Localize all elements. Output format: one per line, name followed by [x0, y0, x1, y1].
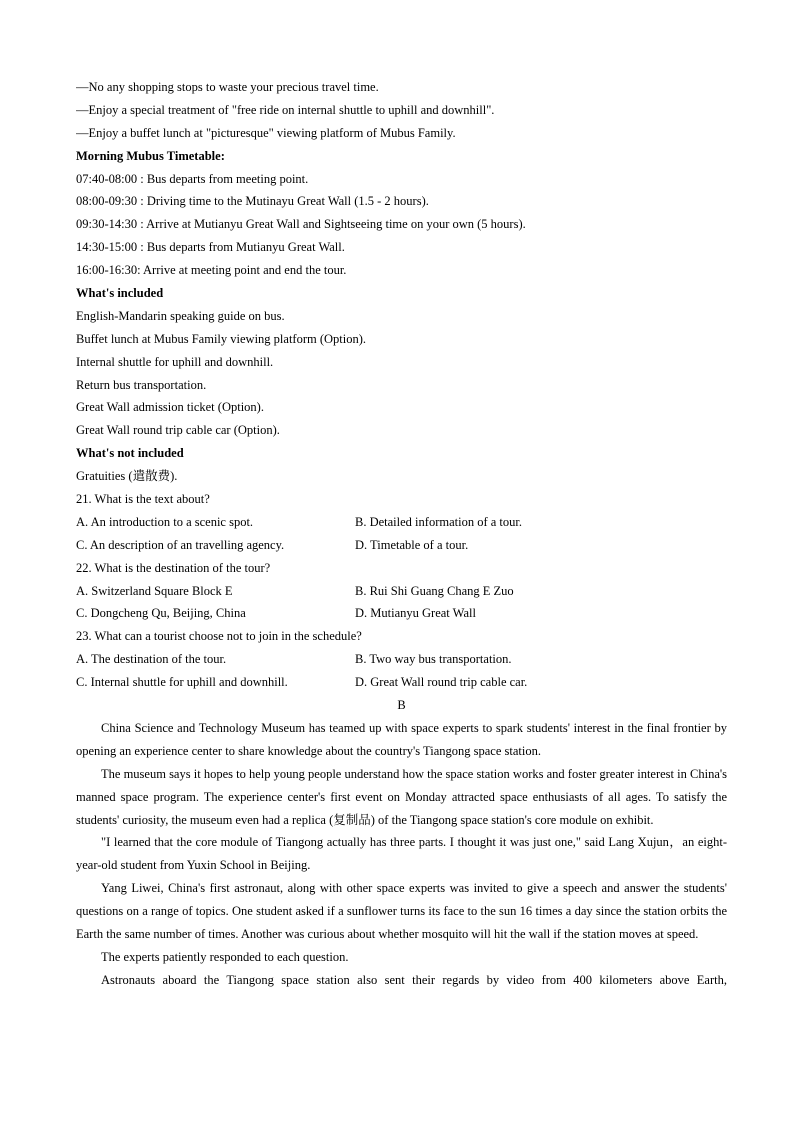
question-stem: 22. What is the destination of the tour? [76, 560, 271, 575]
included-heading: What's included [76, 286, 164, 301]
included-item: Great Wall round trip cable car (Option). [76, 423, 280, 438]
intro-line: —Enjoy a special treatment of "free ride on internal shuttle to uphill and downhill". [76, 102, 495, 117]
option-row [76, 534, 727, 557]
document-page [76, 76, 727, 992]
timetable-row: 09:30-14:30 : Arrive at Mutianyu Great Wall and Sightseeing time on your own (5 hours). [76, 217, 526, 232]
question-stem: 21. What is the text about? [76, 492, 210, 507]
option-d: D. Mutianyu Great Wall [355, 606, 476, 621]
option-a: A. An introduction to a scenic spot. [76, 514, 254, 529]
option-b: B. Detailed information of a tour. [355, 514, 522, 529]
included-item: Great Wall admission ticket (Option). [76, 400, 264, 415]
option-row [76, 671, 727, 694]
timetable-row: 08:00-09:30 : Driving time to the Mutinayu Great Wall (1.5 - 2 hours). [76, 194, 429, 209]
included-item: Buffet lunch at Mubus Family viewing platform (Option). [76, 331, 367, 346]
passage-paragraph: China Science and Technology Museum has teamed up with space experts to spark students' interest in the final frontier by opening an experience center to share knowledge about the country's Tiangong space station. [76, 720, 727, 758]
passage-paragraph: Astronauts aboard the Tiangong space station also sent their regards by video from 400 kilometers above Earth, [101, 972, 727, 987]
option-d: D. Great Wall round trip cable car. [355, 675, 528, 690]
passage-paragraph: Yang Liwei, China's first astronaut, along with other space experts was invited to give a speech and answer the students' questions on a range of topics. One student asked if a sunflower turns its face to the sun 16 times a day since the station orbits the Earth the same number of times. Another was curious about whether mosquito will hit the wall if the station moves at speed. [76, 881, 727, 942]
option-a: A. The destination of the tour. [76, 652, 227, 667]
option-row [76, 648, 727, 671]
not-included-heading: What's not included [76, 446, 184, 461]
passage-paragraph: The museum says it hopes to help young people understand how the space station works and foster greater interest in China's manned space program. The experience center's first event on Monday attracted space enthusiasts of all ages. To satisfy the students' curiosity, the museum even had a replica (复制品) of the Tiangong space station's core module on exhibit. [76, 766, 727, 827]
timetable-heading: Morning Mubus Timetable: [76, 148, 225, 163]
intro-line: —Enjoy a buffet lunch at "picturesque" viewing platform of Mubus Family. [76, 125, 456, 140]
option-b: B. Two way bus transportation. [355, 652, 512, 667]
option-b: B. Rui Shi Guang Chang E Zuo [355, 583, 514, 598]
option-row [76, 602, 727, 625]
included-item: English-Mandarin speaking guide on bus. [76, 308, 285, 323]
option-c: C. An description of an travelling agency. [76, 537, 285, 552]
option-row [76, 511, 727, 534]
timetable-row: 16:00-16:30: Arrive at meeting point and end the tour. [76, 263, 347, 278]
timetable-row: 07:40-08:00 : Bus departs from meeting point. [76, 171, 309, 186]
option-c: C. Internal shuttle for uphill and downhill. [76, 675, 288, 690]
section-label: B [397, 698, 406, 713]
passage-paragraph: "I learned that the core module of Tiangong actually has three parts. I thought it was just one," said Lang Xujun，an eight-year-old student from Yuxin School in Beijing. [76, 835, 727, 873]
intro-line: —No any shopping stops to waste your precious travel time. [76, 80, 379, 94]
passage-paragraph: The experts patiently responded to each question. [101, 950, 349, 964]
not-included-item: Gratuities (遣散费). [76, 469, 178, 484]
timetable-row: 14:30-15:00 : Bus departs from Mutianyu Great Wall. [76, 240, 345, 255]
option-c: C. Dongcheng Qu, Beijing, China [76, 606, 246, 621]
included-item: Internal shuttle for uphill and downhill. [76, 354, 274, 369]
option-d: D. Timetable of a tour. [355, 537, 469, 552]
question-stem: 23. What can a tourist choose not to join in the schedule? [76, 629, 362, 644]
included-item: Return bus transportation. [76, 377, 207, 392]
option-a: A. Switzerland Square Block E [76, 583, 233, 598]
option-row [76, 580, 727, 603]
